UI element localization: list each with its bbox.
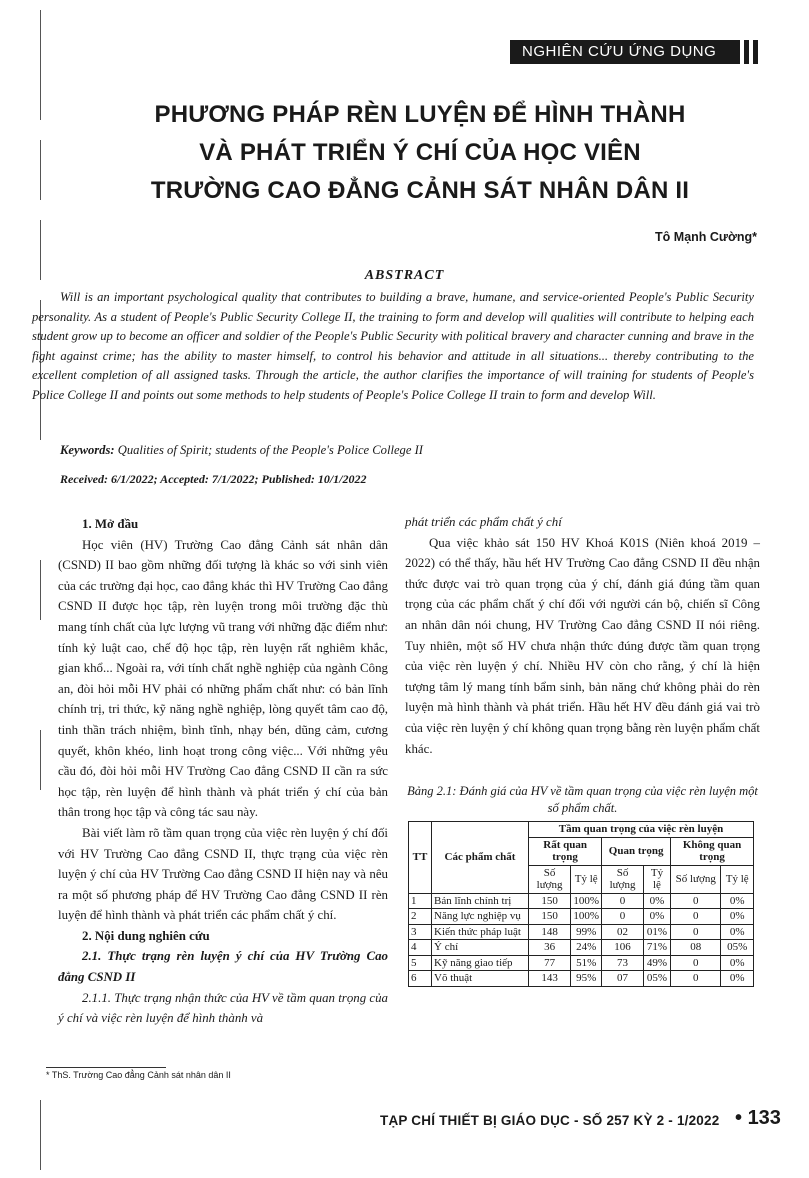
cell: 77 bbox=[529, 955, 571, 971]
edge-line bbox=[40, 10, 41, 120]
footnote: * ThS. Trường Cao đẳng Cảnh sát nhân dân II bbox=[46, 1070, 231, 1080]
edge-line bbox=[40, 140, 41, 200]
edge-line bbox=[40, 1100, 41, 1170]
journal-name: TẠP CHÍ THIẾT BỊ GIÁO DỤC - SỐ 257 KỲ 2 - 1/2022 bbox=[380, 1113, 720, 1128]
cell: Năng lực nghiệp vụ bbox=[432, 909, 529, 925]
cell: 100% bbox=[571, 909, 602, 925]
page-number: • 133 bbox=[735, 1107, 781, 1129]
cell: 0% bbox=[643, 893, 670, 909]
section-heading: 2. Nội dung nghiên cứu bbox=[82, 928, 210, 943]
paragraph: Bài viết làm rõ tầm quan trọng của việc rèn luyện ý chí đối với HV Trường Cao đẳng CSND II, thực trạng của việc rèn luyện ý chí của HV Trường Cao đẳng CSND II hiện nay và nêu ra một số phương pháp để HV Trường Cao đẳng CSND II rèn luyện để hình thành và phát triển các phẩm chất ý chí. bbox=[58, 825, 388, 923]
cell: 148 bbox=[529, 924, 571, 940]
table-header: Số lượng bbox=[602, 865, 644, 893]
cell: 0 bbox=[602, 909, 644, 925]
cell: 51% bbox=[571, 955, 602, 971]
cell: 106 bbox=[602, 940, 644, 956]
cell: 4 bbox=[409, 940, 432, 956]
right-column bbox=[405, 512, 760, 759]
cell: Kỹ năng giao tiếp bbox=[432, 955, 529, 971]
subsection-heading: 2.1. Thực trạng rèn luyện ý chí của HV Trường Cao đẳng CSND II bbox=[58, 949, 388, 985]
table-header: TT bbox=[409, 822, 432, 894]
keywords bbox=[60, 443, 423, 458]
abstract-text: Will is an important psychological quality that contributes to building a brave, humane, and service-oriented People's Public Security personality. As a student of People's Public Security College II, the training to form and develop will qualities will contribute to helping each student grow up to become an officer and soldier of the People's Public Security with political bravery and character cunning and brave in the fight against crime; has the ability to master himself, to control his behavior and attitude in all situations... thereby contributing to the excellent completion of all assigned tasks. Through the article, the author clarifies the importance of will training for students of People's Police College II and points out some methods to help students of People's Police College II train to form and develop Will. bbox=[32, 290, 754, 402]
table-header: Số lượng bbox=[529, 865, 571, 893]
article-title bbox=[70, 96, 770, 210]
publication-dates: Received: 6/1/2022; Accepted: 7/1/2022; Published: 10/1/2022 bbox=[60, 472, 367, 486]
keywords-text: Qualities of Spirit; students of the People's Police College II bbox=[117, 443, 423, 457]
cell: Ý chí bbox=[432, 940, 529, 956]
cell: 49% bbox=[643, 955, 670, 971]
title-line: VÀ PHÁT TRIỂN Ý CHÍ CỦA HỌC VIÊN bbox=[199, 139, 641, 166]
table-header: Tầm quan trọng của việc rèn luyện bbox=[529, 822, 754, 838]
table-header: Tỷ lệ bbox=[721, 865, 754, 893]
paragraph: 2.1.1. Thực trạng nhận thức của HV về tầm quan trọng của ý chí và việc rèn luyện để hình thành và bbox=[58, 990, 388, 1026]
cell: 08 bbox=[671, 940, 721, 956]
cell: 150 bbox=[529, 893, 571, 909]
table-header: Không quan trọng bbox=[671, 837, 754, 865]
table-header: Số lượng bbox=[671, 865, 721, 893]
table-header: Rất quan trọng bbox=[529, 837, 602, 865]
cell: 0 bbox=[602, 893, 644, 909]
table-row bbox=[409, 893, 754, 909]
cell: 07 bbox=[602, 971, 644, 987]
cell: 99% bbox=[571, 924, 602, 940]
table-header: Tỷ lệ bbox=[643, 865, 670, 893]
cell: 0% bbox=[721, 893, 754, 909]
cell: 0 bbox=[671, 893, 721, 909]
cell: 02 bbox=[602, 924, 644, 940]
cell: 24% bbox=[571, 940, 602, 956]
author-name: Tô Mạnh Cường* bbox=[655, 230, 757, 244]
cell: 0 bbox=[671, 909, 721, 925]
table-row bbox=[409, 940, 754, 956]
cell: 01% bbox=[643, 924, 670, 940]
edge-line bbox=[40, 560, 41, 620]
cell: 0 bbox=[671, 971, 721, 987]
cell: 0% bbox=[721, 924, 754, 940]
cell: 6 bbox=[409, 971, 432, 987]
cell: Kiến thức pháp luật bbox=[432, 924, 529, 940]
keywords-label: Keywords: bbox=[60, 443, 115, 457]
cell: 0% bbox=[721, 955, 754, 971]
table-header: Quan trọng bbox=[602, 837, 671, 865]
table-row bbox=[409, 909, 754, 925]
section-tag: NGHIÊN CỨU ỨNG DỤNG bbox=[510, 40, 740, 64]
section-tag-bars bbox=[744, 40, 760, 64]
table-row bbox=[409, 955, 754, 971]
cell: 150 bbox=[529, 909, 571, 925]
cell: 05% bbox=[643, 971, 670, 987]
table-caption: Bảng 2.1: Đánh giá của HV về tầm quan trọng của việc rèn luyện một số phẩm chất. bbox=[407, 784, 758, 815]
cell: 0 bbox=[671, 955, 721, 971]
cell: 5 bbox=[409, 955, 432, 971]
cell: 1 bbox=[409, 893, 432, 909]
cell: 36 bbox=[529, 940, 571, 956]
cell: Bản lĩnh chính trị bbox=[432, 893, 529, 909]
table-row bbox=[409, 924, 754, 940]
cell: 0 bbox=[671, 924, 721, 940]
section-heading: 1. Mở đầu bbox=[82, 517, 139, 531]
cell: 0% bbox=[721, 971, 754, 987]
edge-line bbox=[40, 730, 41, 790]
title-line: TRƯỜNG CAO ĐẲNG CẢNH SÁT NHÂN DÂN II bbox=[150, 177, 690, 204]
page-number-value: 133 bbox=[747, 1107, 781, 1129]
abstract-heading: ABSTRACT bbox=[364, 268, 445, 283]
cell: 3 bbox=[409, 924, 432, 940]
cell: 73 bbox=[602, 955, 644, 971]
cell: 100% bbox=[571, 893, 602, 909]
paragraph: phát triển các phẩm chất ý chí bbox=[405, 515, 562, 529]
data-table bbox=[408, 821, 754, 987]
table-header: Các phẩm chất bbox=[432, 822, 529, 894]
footnote-rule bbox=[46, 1067, 166, 1068]
cell: 0% bbox=[643, 909, 670, 925]
cell: 2 bbox=[409, 909, 432, 925]
cell: 95% bbox=[571, 971, 602, 987]
cell: Võ thuật bbox=[432, 971, 529, 987]
cell: 0% bbox=[721, 909, 754, 925]
table-header: Tỷ lệ bbox=[571, 865, 602, 893]
title-line: PHƯƠNG PHÁP RÈN LUYỆN ĐỂ HÌNH THÀNH bbox=[154, 101, 686, 128]
left-column bbox=[58, 514, 388, 1029]
cell: 05% bbox=[721, 940, 754, 956]
cell: 143 bbox=[529, 971, 571, 987]
cell: 71% bbox=[643, 940, 670, 956]
paragraph: Qua việc khảo sát 150 HV Khoá K01S (Niên khoá 2019 – 2022) có thể thấy, hầu hết HV Trường Cao đẳng CSND II đều nhận thức được vai trò quan trọng của ý chí, đánh giá đúng tầm quan trọng của các phẩm chất ý chí đối với người cán bộ, chiến sĩ Công an nhân dân nói chung, HV Trường Cao đẳng CSND II nói riêng. Tuy nhiên, một số HV chưa nhận thức đúng được tầm quan trọng của việc rèn luyện ý chí. Nhiều HV còn cho rằng, ý chí là hiện tượng tâm lý mang tính bẩm sinh, bản năng chứ không phải do rèn luyện mà hình thành và phát triển. Hầu hết HV đều đánh giá vai trò của việc rèn luyện ý chí không quan trọng bằng rèn luyện phẩm chất khác. bbox=[405, 535, 760, 756]
table-row bbox=[409, 971, 754, 987]
paragraph: Học viên (HV) Trường Cao đẳng Cảnh sát nhân dân (CSND) II bao gồm những đối tượng là khác so với sinh viên của các trường đại học, cao đẳng khác thì HV Trường Cao đẳng CSND II được học tập, rèn luyện trong môi trường đặc thù mang tính chất của lực lượng vũ trang với những đặc điểm như: tính kỷ luật cao, chế độ học tập, rèn luyện rất nghiêm khắc, gian khổ... Ngoài ra, với tính chất nghề nghiệp của ngành Công an, đòi hỏi mỗi HV phải có những phẩm chất như: có bản lĩnh chính trị, tri thức, kỹ năng nghề nghiệp, lòng quyết tâm cao độ, tinh thần trách nhiệm, bình tĩnh, nhạy bén, dũng cảm, cương quyết, khôn khéo, linh hoạt trong công việc... Với những yêu cầu đó, đòi hỏi mỗi HV Trường Cao đẳng CSND II cần ra sức học tập, rèn luyện để hình thành và phát triển ý chí của bản thân trong học tập và công tác sau này. bbox=[58, 537, 388, 820]
